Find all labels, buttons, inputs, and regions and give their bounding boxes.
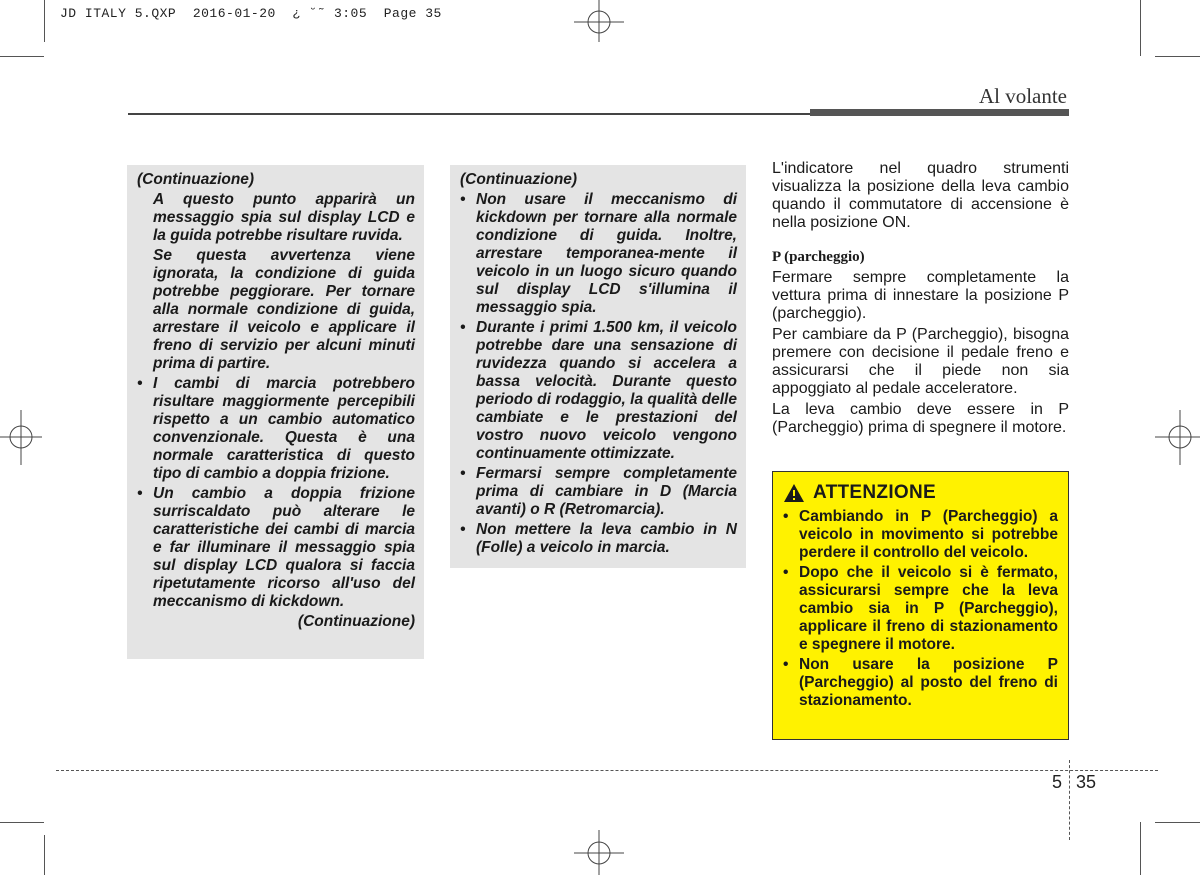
registration-mark-top	[574, 0, 624, 42]
warning-bullet: • Dopo che il veicolo si è fermato, assicurarsi sempre che la leva cambio sia in P (Parcheggio), applicare il freno di stazionamento e spegnere il motore.	[783, 564, 1058, 654]
intro-paragraph: L'indicatore nel quadro strumenti visualizza la posizione della leva cambio quando il commutatore di accensione è nella posizione ON.	[772, 160, 1069, 231]
note-bullet: • Durante i primi 1.500 km, il veicolo potrebbe dare una sensazione di ruvidezza quando si accelera a bassa velocità. Durante questo periodo di rodaggio, la qualità delle cambiate e le prestazioni del vostro nuovo veicolo vengono continuamente ottimizzate.	[460, 319, 737, 463]
warning-bullet: • Non usare la posizione P (Parcheggio) al posto del freno di stazionamento.	[783, 656, 1058, 710]
body-paragraph: Per cambiare da P (Parcheggio), bisogna premere con decisione il pedale freno e assicurarsi che il piede non sia appoggiato al pedale acceleratore.	[772, 326, 1069, 397]
note-bullet: • Non mettere la leva cambio in N (Folle) a veicolo in marcia.	[460, 521, 737, 557]
warning-bullet-list	[783, 508, 1058, 710]
body-paragraph: La leva cambio deve essere in P (Parcheggio) prima di spegnere il motore.	[772, 401, 1069, 436]
header-rule	[128, 113, 810, 115]
footer-dashed-divider	[1069, 760, 1070, 840]
crop-mark-top-left-v	[44, 0, 45, 42]
subheading-park: P (parcheggio)	[772, 249, 865, 265]
footer-dashed-rule	[56, 770, 1158, 771]
crop-mark-top-right-h	[1155, 56, 1200, 57]
warning-title: ATTENZIONE	[813, 482, 936, 503]
warning-bullet: • Cambiando in P (Parcheggio) a veicolo in movimento si potrebbe perdere il controllo del veicolo.	[783, 508, 1058, 562]
registration-mark-left	[0, 410, 42, 465]
warning-box	[772, 471, 1069, 740]
continued-heading: (Continuazione)	[460, 171, 578, 188]
crop-mark-top-left-h	[0, 56, 44, 57]
note-bullet: • Fermarsi sempre completamente prima di cambiare in D (Marcia avanti) o R (Retromarcia).	[460, 465, 737, 519]
header-rule-accent	[810, 109, 1069, 116]
crop-mark-top-right-v	[1140, 0, 1141, 56]
crop-mark-bottom-right-v	[1140, 822, 1141, 875]
note-bullet-list	[460, 191, 737, 557]
warning-triangle-icon	[783, 483, 805, 503]
note-bullet-list	[137, 375, 415, 611]
note-bullet: • Non usare il meccanismo di kickdown per tornare alla normale condizione di guida. Inoltre, arrestare temporanea-mente il veicolo in un luogo sicuro quando sul display LCD s'illumina il messaggio spia.	[460, 191, 737, 317]
print-header: JD ITALY 5.QXP 2016-01-20 ¿ ˘˜ 3:05 Page 35	[60, 6, 442, 21]
note-bullet: • I cambi di marcia potrebbero risultare maggiormente percepibili rispetto a un cambio automatico convenzionale. Questa è una normale caratteristica di questo tipo di cambio a doppia frizione.	[137, 375, 415, 483]
crop-mark-bottom-left-v	[44, 835, 45, 875]
warning-header	[783, 482, 1058, 504]
note-bullet: • Un cambio a doppia frizione surriscaldato può alterare le caratteristiche dei cambi di marcia e far illuminare il messaggio spia sul display LCD qualora si faccia ripetutamente ricorso all'uso del meccanismo di kickdown.	[137, 485, 415, 611]
continued-note-box-middle	[450, 165, 746, 568]
section-title: Al volante	[978, 84, 1067, 108]
body-paragraph: Fermare sempre completamente la vettura prima di innestare la posizione P (parcheggio).	[772, 269, 1069, 322]
note-paragraph: A questo punto apparirà un messaggio spia sul display LCD e la guida potrebbe risultare ruvida.	[153, 191, 415, 244]
crop-mark-bottom-left-h	[0, 822, 44, 823]
continued-heading: (Continuazione)	[137, 171, 255, 188]
continued-footer: (Continuazione)	[297, 613, 415, 630]
note-paragraph: Se questa avvertenza viene ignorata, la condizione di guida potrebbe peggiorare. Per tornare alla normale condizione di guida, arrestare il veicolo e applicare il freno di servizio per alcuni minuti prima di partire.	[153, 247, 415, 372]
continued-note-box-left	[127, 165, 424, 659]
crop-mark-bottom-right-h	[1155, 822, 1200, 823]
chapter-number: 5	[1052, 772, 1063, 792]
body-text-column	[772, 160, 1069, 440]
page-number: 35	[1076, 772, 1097, 792]
registration-mark-bottom	[574, 830, 624, 875]
registration-mark-right	[1155, 410, 1200, 465]
